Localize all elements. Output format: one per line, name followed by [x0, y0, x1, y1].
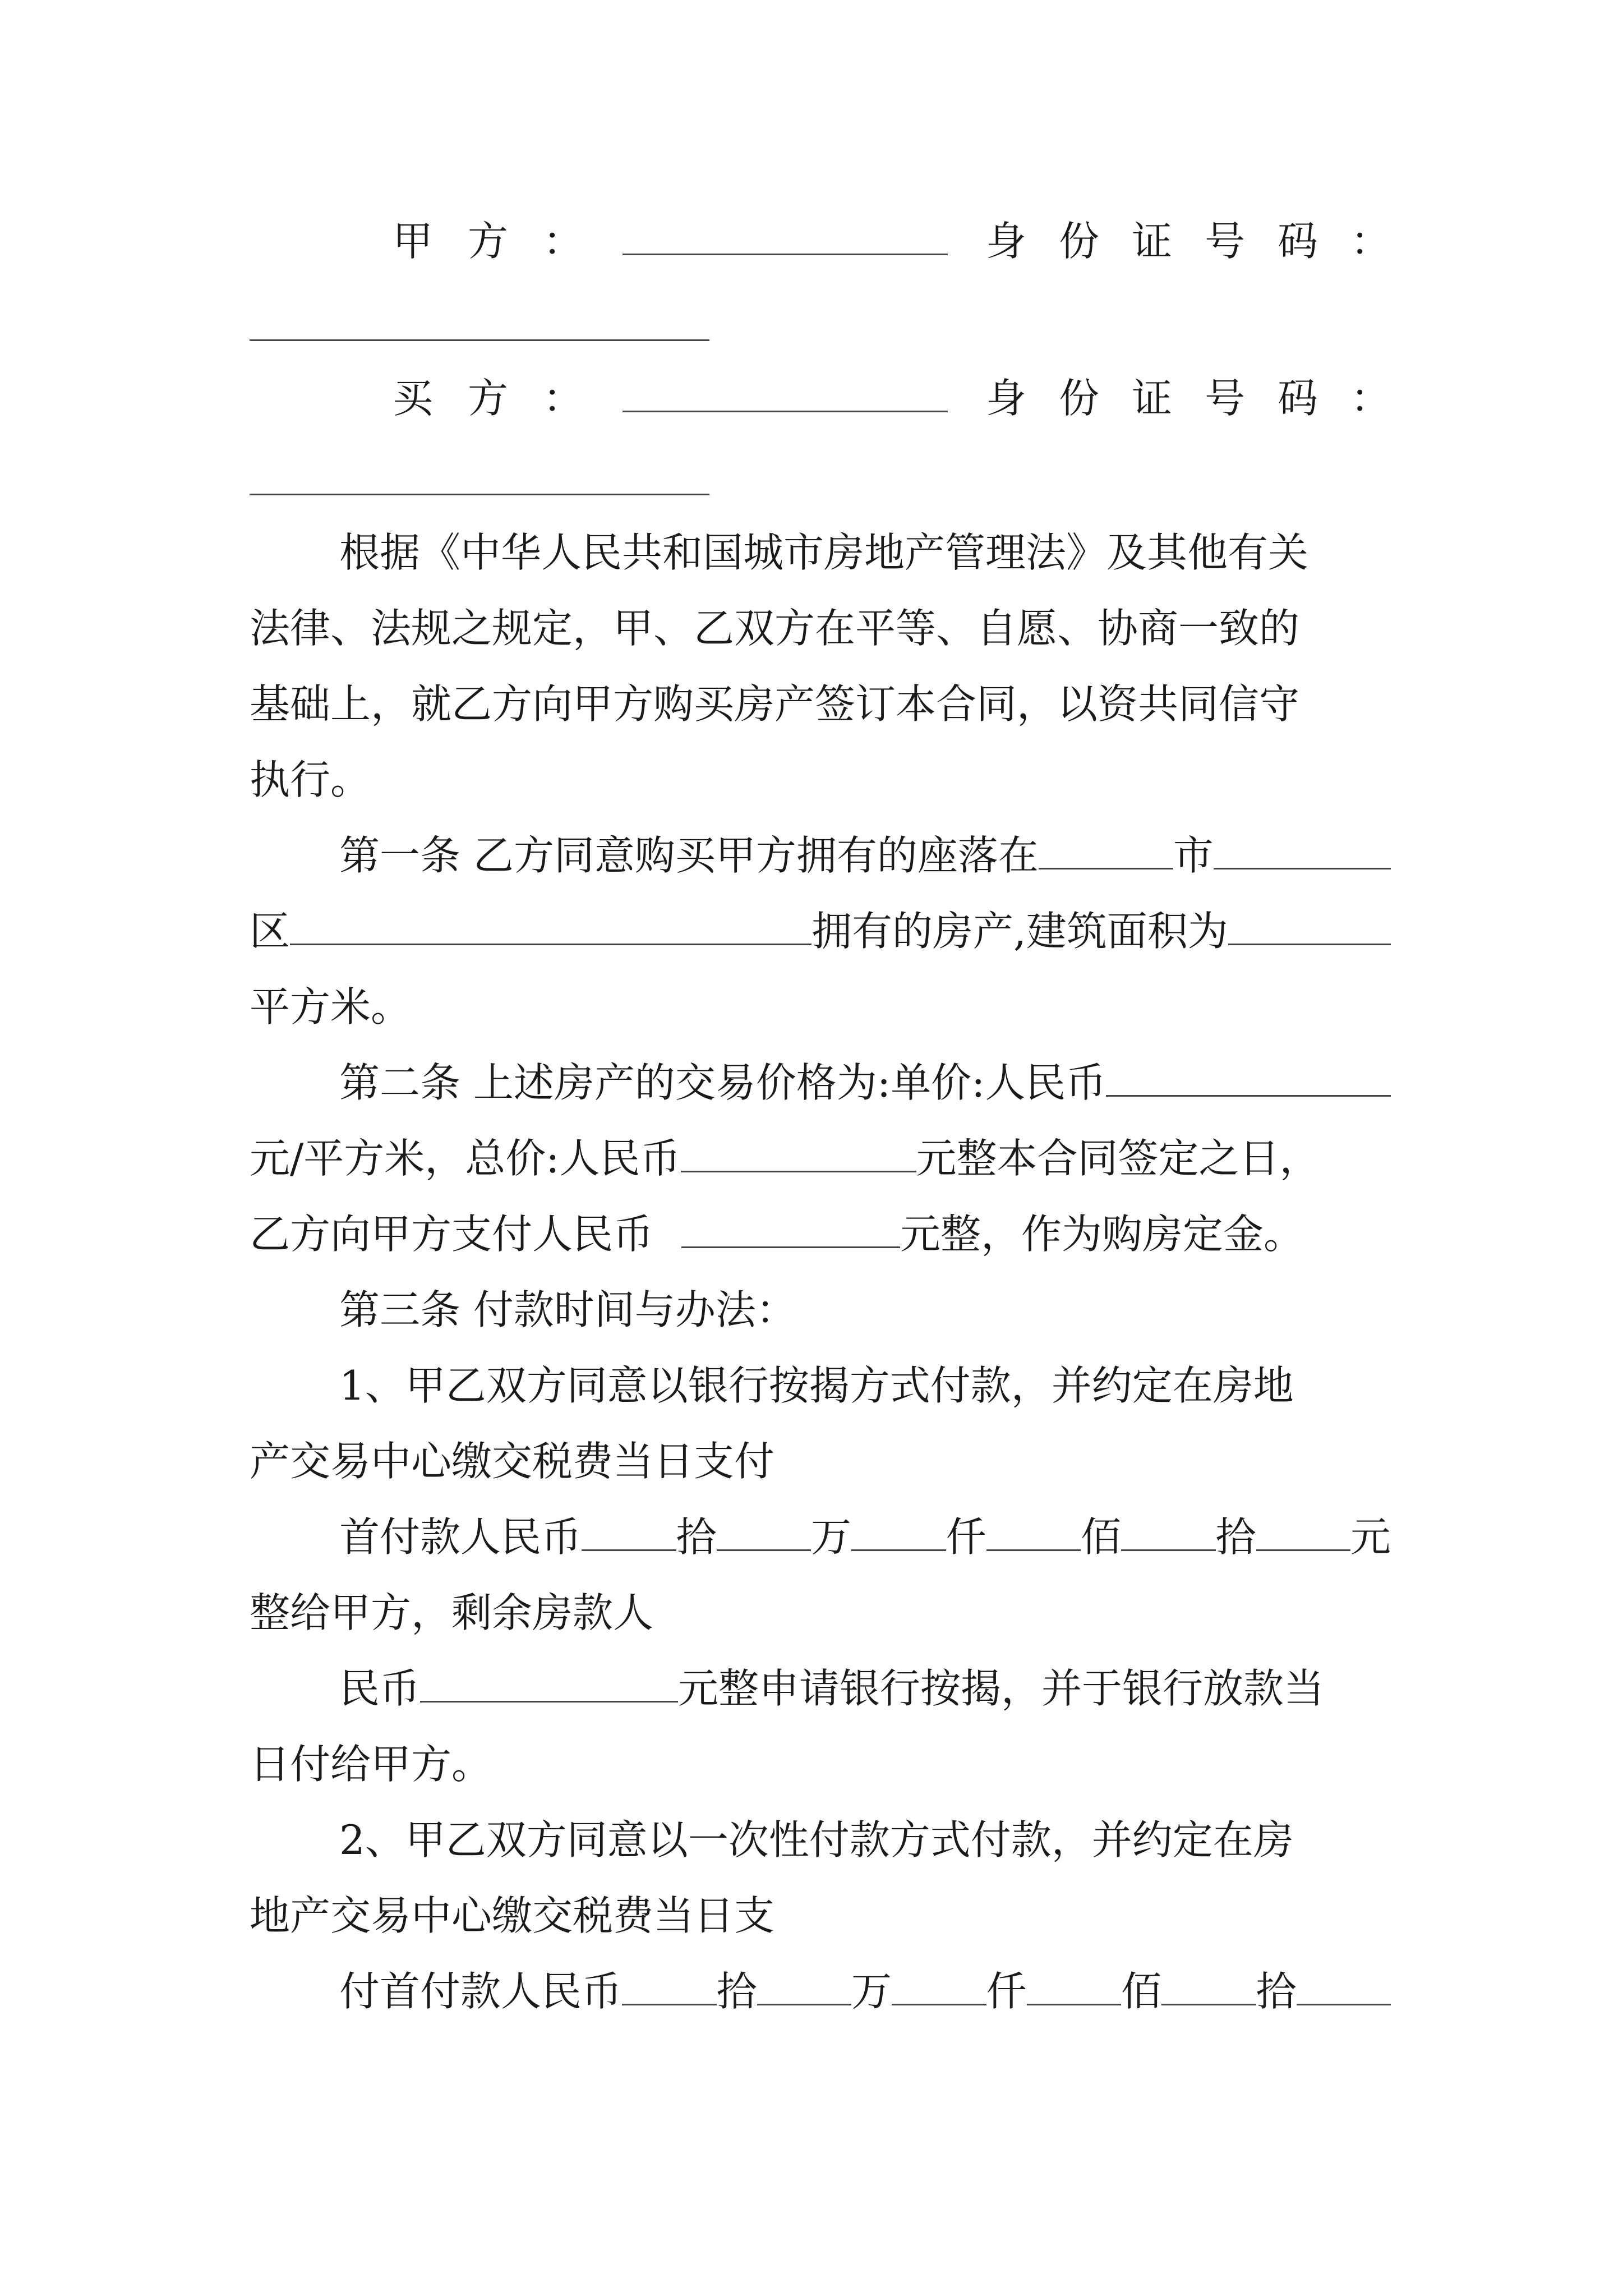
unit-price-blank[interactable] [1106, 1055, 1391, 1097]
article-2-text-a: 第二条 上述房产的交易价格为:单价:人民币 [339, 1059, 1106, 1106]
article-2-text-d: 乙方向甲方支付人民币 [250, 1211, 654, 1258]
lump-unit-1: 拾 [716, 1968, 757, 2015]
lump-unit-5: 拾 [1256, 1968, 1297, 2015]
down-payment-line-2: 整给甲方，剩余房款人 [250, 1589, 654, 1636]
loan-line [250, 1660, 1391, 1717]
down-blank-5[interactable] [1121, 1509, 1215, 1551]
intro-line-2: 法律、法规之规定，甲、乙双方在平等、自愿、协商一致的 [250, 605, 1300, 652]
lump-blank-4[interactable] [1027, 1963, 1121, 2005]
lump-sum-prefix: 付首付款人民币 [339, 1968, 623, 2015]
lump-unit-3: 仟 [986, 1968, 1027, 2015]
article-3-item-2-line-2: 地产交易中心缴交税费当日支 [250, 1892, 775, 1939]
article-3-item-1-line-2: 产交易中心缴交税费当日支付 [250, 1438, 775, 1485]
lump-blank-6[interactable] [1297, 1963, 1391, 2005]
article-3-item-2-line-1: 2、甲乙双方同意以一次性付款方式付款，并约定在房 [339, 1816, 1294, 1864]
intro-line-3: 基础上，就乙方向甲方购买房产签订本合同，以资共同信守 [250, 680, 1300, 728]
party-a-label: 甲方： [393, 218, 619, 265]
article-3-title: 第三条 付款时间与办法： [339, 1286, 796, 1333]
down-blank-3[interactable] [851, 1509, 946, 1551]
down-unit-1: 拾 [676, 1513, 717, 1561]
area-blank[interactable] [1228, 903, 1391, 945]
down-blank-4[interactable] [986, 1509, 1081, 1551]
lump-blank-3[interactable] [892, 1963, 986, 2005]
article-1-text-d: 拥有的房产,建筑面积为 [811, 908, 1228, 955]
intro-line-1: 根据《中华人民共和国城市房地产管理法》及其他有关 [339, 529, 1309, 576]
down-unit-5: 拾 [1215, 1513, 1256, 1561]
party-a-id-blank[interactable] [250, 339, 709, 341]
lump-blank-5[interactable] [1161, 1963, 1256, 2005]
article-1-text-b: 市 [1173, 832, 1214, 879]
down-unit-6: 元 [1350, 1513, 1391, 1561]
article-2-text-e: 元整，作为购房定金。 [900, 1211, 1304, 1258]
article-2-line-1 [250, 1055, 1391, 1111]
down-blank-1[interactable] [582, 1509, 676, 1551]
down-blank-6[interactable] [1256, 1509, 1350, 1551]
district-blank-1[interactable] [1214, 827, 1391, 869]
article-2-text-b: 元/平方米，总价:人民币 [250, 1135, 681, 1182]
article-2-line-3 [250, 1206, 1391, 1262]
down-blank-2[interactable] [717, 1509, 811, 1551]
party-b-row [393, 370, 1423, 426]
intro-line-4: 执行。 [250, 756, 371, 803]
down-payment-line [250, 1509, 1391, 1565]
article-2-text-c: 元整本合同签定之日， [916, 1135, 1320, 1182]
down-unit-3: 仟 [946, 1513, 986, 1561]
article-2-line-2 [250, 1130, 1391, 1186]
article-1-text-c: 区 [250, 908, 291, 955]
down-payment-prefix: 首付款人民币 [339, 1513, 582, 1561]
article-1-line-2 [250, 903, 1391, 959]
article-1-line-3: 平方米。 [250, 983, 412, 1030]
lump-unit-2: 万 [851, 1968, 892, 2015]
city-blank[interactable] [1039, 827, 1173, 869]
party-b-id-label: 身份证号码： [985, 375, 1423, 422]
loan-line-2: 日付给甲方。 [250, 1741, 492, 1788]
lump-unit-4: 佰 [1121, 1968, 1162, 2015]
party-b-label: 买方： [393, 375, 619, 422]
lump-sum-line [250, 1963, 1391, 2019]
article-3-item-1-line-1: 1、甲乙双方同意以银行按揭方式付款，并约定在房地 [339, 1362, 1294, 1409]
down-unit-2: 万 [811, 1513, 852, 1561]
party-a-id-label: 身份证号码： [985, 218, 1423, 265]
party-a-name-blank[interactable] [623, 213, 948, 255]
loan-text-b: 元整申请银行按揭，并于银行放款当 [678, 1665, 1325, 1712]
deposit-blank[interactable] [681, 1206, 900, 1248]
property-location-blank[interactable] [290, 903, 811, 945]
loan-text-a: 民币 [339, 1665, 421, 1712]
loan-amount-blank[interactable] [420, 1660, 678, 1703]
article-1-line-1 [250, 827, 1391, 884]
party-b-id-blank[interactable] [250, 494, 709, 495]
party-b-name-blank[interactable] [623, 370, 948, 412]
lump-blank-1[interactable] [622, 1963, 716, 2005]
lump-blank-2[interactable] [757, 1963, 851, 2005]
party-a-row [393, 213, 1423, 269]
article-1-text-a: 第一条 乙方同意购买甲方拥有的座落在 [339, 832, 1039, 879]
down-unit-4: 佰 [1081, 1513, 1122, 1561]
total-price-blank[interactable] [681, 1130, 916, 1172]
